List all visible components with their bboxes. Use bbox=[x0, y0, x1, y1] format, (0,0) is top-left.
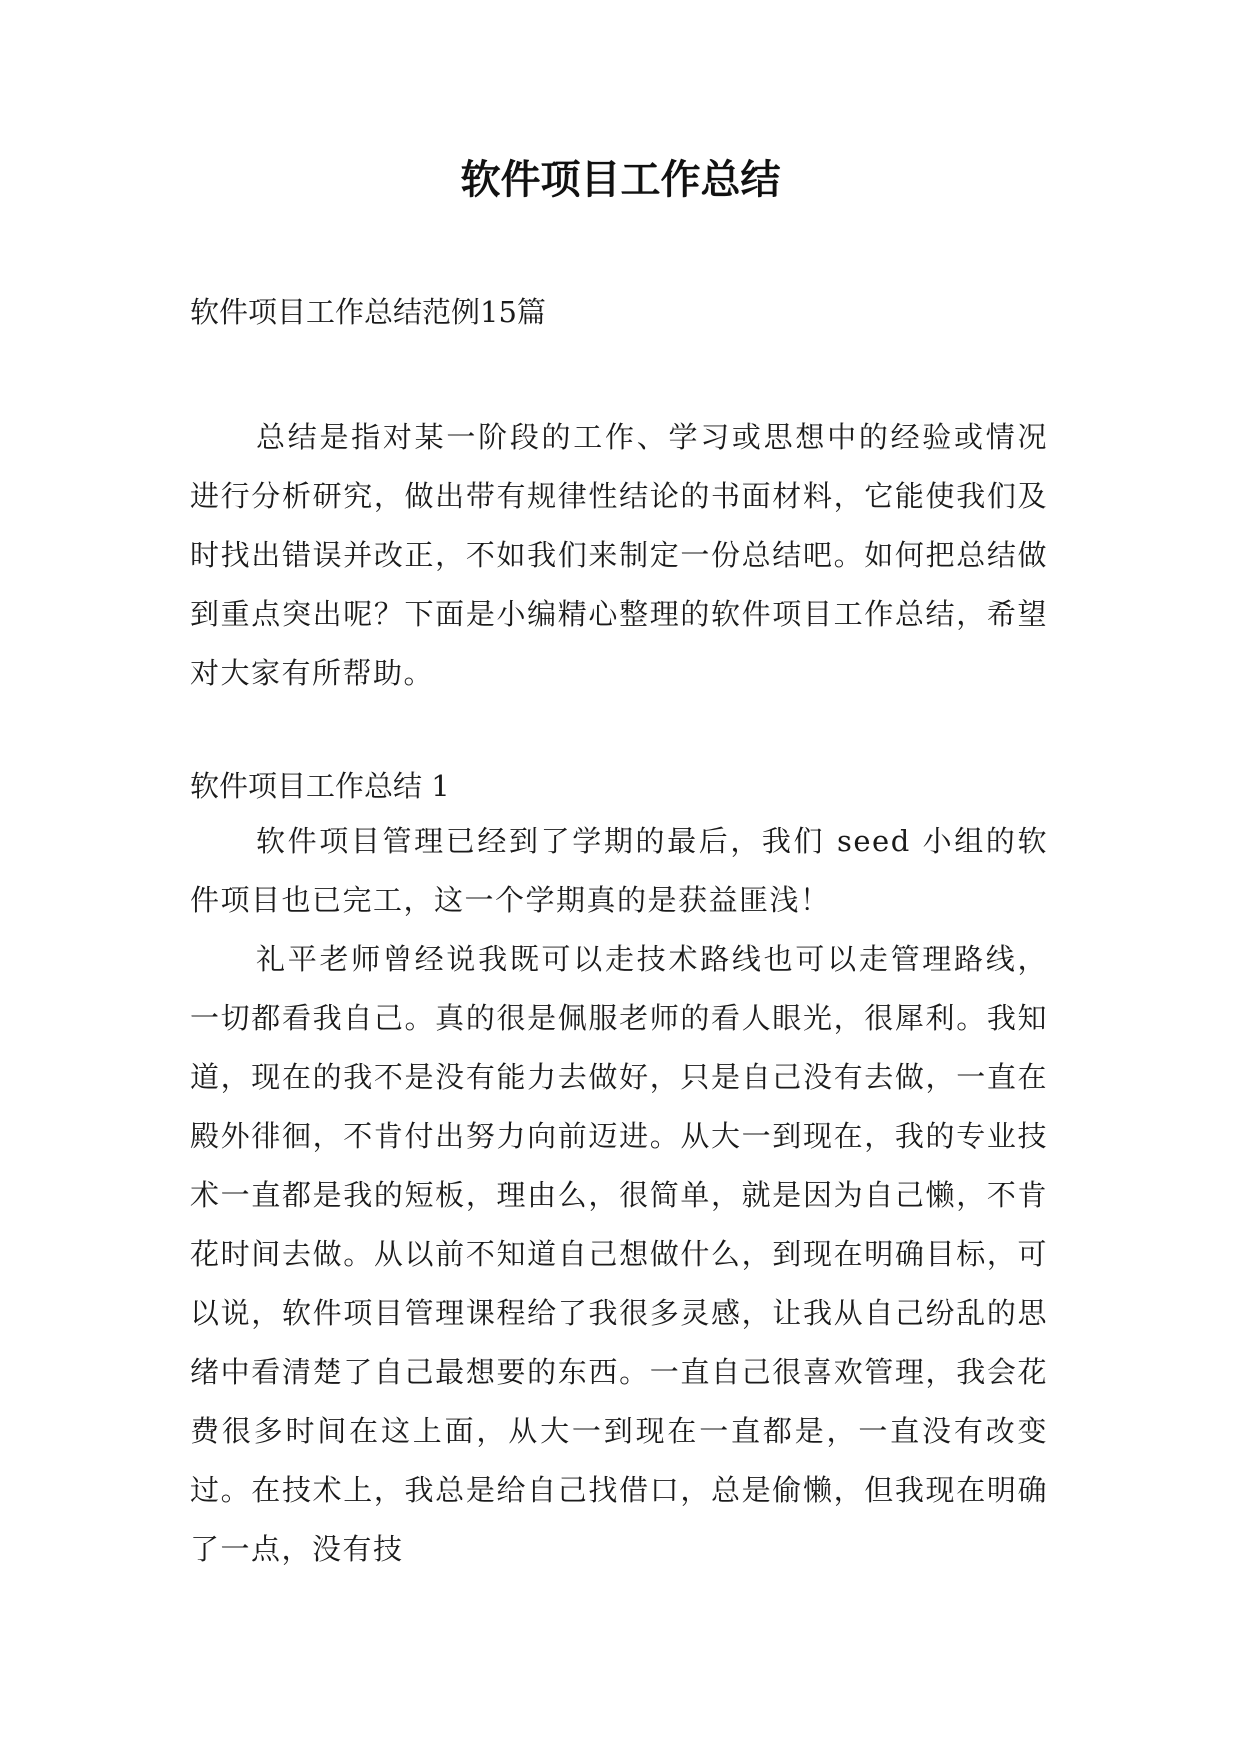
section-heading: 软件项目工作总结 1 bbox=[190, 769, 450, 803]
body-paragraph: 软件项目管理已经到了学期的最后，我们 seed 小组的软件项目也已完工，这一个学期真的是获益匪浅！ bbox=[190, 824, 1048, 917]
document-title: 软件项目工作总结 bbox=[460, 157, 781, 203]
document-subtitle: 软件项目工作总结范例15篇 bbox=[190, 295, 546, 329]
intro-paragraph: 总结是指对某一阶段的工作、学习或思想中的经验或情况进行分析研究，做出带有规律性结论的书面材料，它能使我们及时找出错误并改正，不如我们来制定一份总结吧。如何把总结做到重点突出呢？下面是小编精心整理的软件项目工作总结，希望对大家有所帮助。 bbox=[190, 420, 1048, 690]
body-paragraph: 礼平老师曾经说我既可以走技术路线也可以走管理路线，一切都看我自己。真的很是佩服老师的看人眼光，很犀利。我知道，现在的我不是没有能力去做好，只是自己没有去做，一直在殿外徘徊，不肯付出努力向前迈进。从大一到现在，我的专业技术一直都是我的短板，理由么，很简单，就是因为自己懒，不肯花时间去做。从以前不知道自己想做什么，到现在明确目标，可以说，软件项目管理课程给了我很多灵感，让我从自己纷乱的思绪中看清楚了自己最想要的东西。一直自己很喜欢管理，我会花费很多时间在这上面，从大一到现在一直都是，一直没有改变过。在技术上，我总是给自己找借口，总是偷懒，但我现在明确了一点，没有技 bbox=[190, 942, 1048, 1566]
